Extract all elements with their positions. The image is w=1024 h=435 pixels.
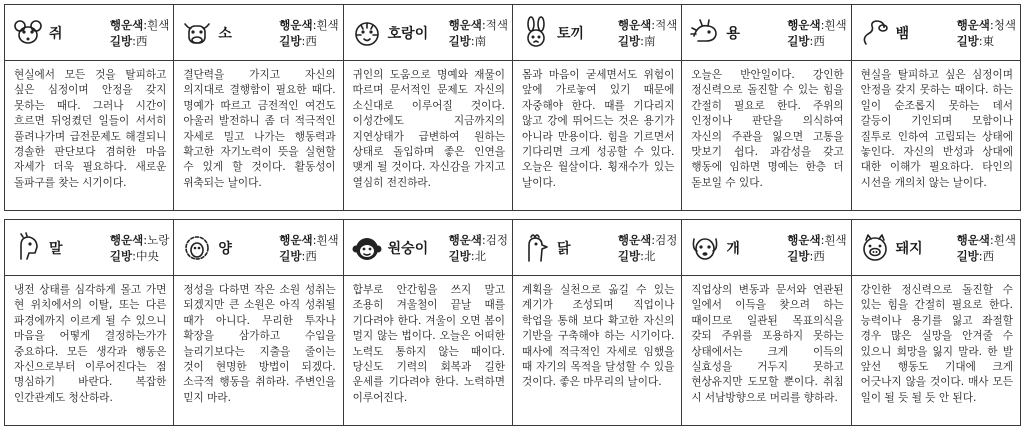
animal-name: 양 xyxy=(218,240,232,257)
colon: : xyxy=(640,33,644,48)
lucky-color-value: 흰색 xyxy=(316,17,339,32)
rooster-icon xyxy=(519,231,553,265)
lucky-direction-value: 南 xyxy=(644,33,656,48)
lucky-color-label: 행운색 xyxy=(109,17,144,32)
lucky-direction-label: 길방 xyxy=(617,33,641,48)
lucky-direction-value: 西 xyxy=(813,33,825,48)
fortune-text: 계획을 실천으로 옮길 수 있는 계기가 조성되며 직업이나 학업을 통해 보다 확고한 자신의 기반을 구축해야 하는 시기이다. 때사에 적극적인 자세로 임했을 때 자기의 목적을 달성할 수 있을 것이다. 좋은 마무리의 날이다. xyxy=(521,284,675,389)
lucky-color-label: 행운색 xyxy=(448,232,482,247)
colon: : xyxy=(312,232,317,247)
horoscope-card xyxy=(681,4,851,211)
horoscope-card xyxy=(851,4,1021,211)
animal-name: 쥐 xyxy=(49,25,63,42)
lucky-color-label: 행운색 xyxy=(617,232,652,247)
lucky-direction-label: 길방 xyxy=(787,248,810,263)
card-header xyxy=(174,5,342,61)
card-header xyxy=(513,5,681,61)
colon: : xyxy=(132,33,136,48)
monkey-icon xyxy=(350,231,384,265)
lucky-color-value: 흰색 xyxy=(316,232,339,247)
luck-info xyxy=(787,232,846,264)
colon: : xyxy=(809,33,814,48)
lucky-color-value: 검정 xyxy=(655,232,678,247)
lucky-color-value: 흰색 xyxy=(147,17,170,32)
card-header xyxy=(852,5,1020,61)
lucky-direction-label: 길방 xyxy=(109,248,133,263)
fortune-text: 합부로 안간힘을 쓰지 말고 조용히 겨울철이 끝날 때를 기다려야 한다. 겨울이 오면 봄이 멀지 않는 법이다. 오늘은 어떠한 노력도 통하지 않는 때이다. 당신도 기력의 회복과 길한 운세를 기다려야 한다. 노력하면 이루어진다. xyxy=(352,284,505,404)
lucky-direction-value: 西 xyxy=(305,33,317,48)
colon: : xyxy=(470,33,475,48)
colon: : xyxy=(640,248,644,263)
pig-icon xyxy=(858,231,892,265)
fortune-text: 냉전 상태를 심각하게 몰고 가면 현 위치에서의 이탈, 또는 다른 파경에까지 이르게 될 수 있으니 마음을 어떻게 결정하는가가 중요하다. 모든 생각과 행동은 자신으로부터 이루어진다는 점 명심하기 바란다. 복잡한 인간관계도 청산하라. xyxy=(14,284,167,404)
animal-name: 말 xyxy=(49,240,63,257)
lucky-direction-value: 北 xyxy=(474,248,487,263)
luck-info xyxy=(449,17,508,49)
tiger-icon xyxy=(350,16,384,50)
card-header xyxy=(5,220,173,276)
lucky-color-value: 흰색 xyxy=(993,232,1016,247)
animal-name: 토끼 xyxy=(556,25,585,42)
snake-icon xyxy=(858,16,892,50)
luck-info xyxy=(279,17,338,49)
lucky-direction-label: 길방 xyxy=(787,33,810,48)
colon: : xyxy=(651,17,656,32)
card-header xyxy=(174,220,342,276)
card-header xyxy=(682,220,850,276)
animal-name: 돼지 xyxy=(895,240,923,257)
card-header xyxy=(5,5,173,61)
colon: : xyxy=(989,17,994,32)
horoscope-card xyxy=(343,219,513,426)
horoscope-card xyxy=(512,4,682,211)
lucky-color-value: 노랑 xyxy=(147,232,170,247)
horoscope-card xyxy=(173,4,343,211)
colon: : xyxy=(132,248,136,263)
lucky-direction-label: 길방 xyxy=(448,248,471,263)
colon: : xyxy=(470,248,475,263)
lucky-color-label: 행운색 xyxy=(617,17,652,32)
fortune-text: 강인한 정신력으로 돌진할 수 있는 힘을 간절히 필요로 한다. 능력이나 용기를 잃고 좌절할 경우 많은 실망을 안겨줄 수 있으니 희망을 잃지 말라. 한 발 앞선 행동도 기대에 크게 어긋나지 않을 것이다. 매사 모든 일이 될 듯 될 듯 안 된다. xyxy=(860,284,1013,404)
lucky-direction-value: 西 xyxy=(136,33,148,48)
card-header xyxy=(852,220,1020,276)
fortune-text: 현실을 탈피하고 싶은 심정이며 안정을 갖지 못하는 때이다. 하는 일이 순조롭지 못하는 데서 갈등이 기인되며 모함이나 질투로 인하여 고립되는 상태에 놓인다. 자신의 반성과 상대에 대한 이해가 필요하다. 타인의 시선을 개의치 않는 날이다. xyxy=(860,69,1013,189)
colon: : xyxy=(481,232,486,247)
animal-name: 용 xyxy=(726,25,740,42)
lucky-direction-label: 길방 xyxy=(956,33,979,48)
fortune-text: 정성을 다하면 작은 소원 성취는 되겠지만 큰 소원은 아직 성취될 때가 아니다. 무리한 투자나 확장을 삼가하고 수입을 늘리기보다는 지출을 줄이는 것이 현명한 방법이 되겠다. 소극적 행동을 취하라. 주변인을 믿지 마라. xyxy=(183,284,336,404)
fortune-text: 귀인의 도움으로 명예와 재물이 따르며 문서적인 문제도 자신의 소신대로 이루어질 것이다. 이성간에도 지금까지의 지연상태가 급변하여 원하는 상태로 돌입하며 좋은 인연을 맺게 될 것이다. 자신감을 가지고 열심히 전진하라. xyxy=(352,69,505,189)
luck-info xyxy=(110,17,169,49)
lucky-direction-value: 中央 xyxy=(136,248,159,263)
colon: : xyxy=(809,248,814,263)
luck-info xyxy=(957,232,1016,264)
colon: : xyxy=(143,17,148,32)
horoscope-card xyxy=(343,4,513,211)
mouse-icon xyxy=(11,16,45,50)
luck-info xyxy=(110,232,169,264)
lucky-direction-label: 길방 xyxy=(279,33,302,48)
lucky-color-label: 행운색 xyxy=(956,232,990,247)
lucky-direction-label: 길방 xyxy=(448,33,471,48)
lucky-direction-value: 西 xyxy=(813,248,825,263)
lucky-direction-value: 東 xyxy=(982,33,995,48)
lucky-direction-label: 길방 xyxy=(956,248,979,263)
lucky-color-label: 행운색 xyxy=(787,232,821,247)
colon: : xyxy=(820,232,825,247)
luck-info xyxy=(618,232,677,264)
colon: : xyxy=(978,248,983,263)
lucky-direction-value: 北 xyxy=(644,248,656,263)
colon: : xyxy=(301,248,306,263)
fortune-text: 현실에서 모든 것을 탈피하고 싶은 심정이며 안정을 갖지 못하는 때다. 그러나 시간이 흐르면 뒤엉켰던 일들이 서서히 풀려나가며 급전문제도 해결되니 경솔한 판단보다 겸허한 마음 자세가 더욱 필요하다. 새로운 돌파구를 찾는 시기이다. xyxy=(14,69,167,189)
horoscope-card xyxy=(512,219,682,426)
sheep-icon xyxy=(180,231,214,265)
fortune-text: 몸과 마음이 굳세면서도 위험이 앞에 가로놓여 있기 때문에 자중해야 한다. 때를 기다리지 않고 강에 뛰어드는 것은 용기가 아니라 만용이다. 힘을 기르면서 기다리면 크게 성공할 수 있다. 오늘은 월살이다. 횡재수가 있는 날이다. xyxy=(521,69,675,189)
lucky-color-value: 적색 xyxy=(655,17,678,32)
colon: : xyxy=(481,17,486,32)
animal-name: 호랑이 xyxy=(387,25,429,42)
colon: : xyxy=(312,17,317,32)
colon: : xyxy=(989,232,994,247)
fortune-text: 직업상의 변동과 문서와 연관된 일에서 이득을 찾으려 하는 때이므로 일관된 목표의식을 갖되 주위를 포용하지 못하는 상태에서는 크게 이득의 실효성을 거두지 못하고 현상유지만 도모할 뿐이다. 취침 시 서남방향으로 머리를 향하라. xyxy=(691,284,844,404)
luck-info xyxy=(787,17,846,49)
horoscope-card xyxy=(4,4,174,211)
dog-icon xyxy=(688,231,722,265)
ox-icon xyxy=(180,16,214,50)
rabbit-icon xyxy=(519,16,553,50)
horoscope-card xyxy=(851,219,1021,426)
lucky-color-label: 행운색 xyxy=(787,17,821,32)
lucky-color-label: 행운색 xyxy=(448,17,482,32)
horoscope-card xyxy=(4,219,174,426)
luck-info xyxy=(279,232,338,264)
lucky-direction-value: 西 xyxy=(305,248,317,263)
lucky-direction-value: 西 xyxy=(982,248,995,263)
lucky-color-label: 행운색 xyxy=(279,17,313,32)
lucky-color-value: 검정 xyxy=(485,232,508,247)
colon: : xyxy=(820,17,825,32)
lucky-color-value: 흰색 xyxy=(824,232,847,247)
lucky-direction-label: 길방 xyxy=(109,33,133,48)
luck-info xyxy=(957,17,1016,49)
lucky-direction-label: 길방 xyxy=(279,248,302,263)
horse-icon xyxy=(11,231,45,265)
animal-name: 원숭이 xyxy=(387,240,429,257)
lucky-color-value: 적색 xyxy=(485,17,508,32)
horoscope-card xyxy=(173,219,343,426)
lucky-color-label: 행운색 xyxy=(109,232,144,247)
fortune-text: 오늘은 반안일이다. 강인한 정신력으로 돌진할 수 있는 힘을 간절히 필요로 한다. 주위의 인정이나 판단을 의식하여 자신의 주관을 잃으면 고통을 맛보기 쉽다. 과감성을 갖고 행동에 임하면 명예는 한층 더 돋보일 수 있다. xyxy=(691,69,844,189)
colon: : xyxy=(301,33,306,48)
lucky-direction-label: 길방 xyxy=(617,248,641,263)
dragon-icon xyxy=(688,16,722,50)
horoscope-card xyxy=(681,219,851,426)
animal-name: 개 xyxy=(726,240,740,257)
card-header xyxy=(344,5,512,61)
card-header xyxy=(513,220,681,276)
lucky-color-value: 흰색 xyxy=(824,17,847,32)
colon: : xyxy=(978,33,983,48)
animal-name: 닭 xyxy=(556,240,571,257)
colon: : xyxy=(651,232,656,247)
horoscope-grid xyxy=(4,4,1020,426)
card-header xyxy=(682,5,850,61)
colon: : xyxy=(143,232,148,247)
animal-name: 뱀 xyxy=(895,25,910,42)
luck-info xyxy=(449,232,508,264)
animal-name: 소 xyxy=(218,25,232,42)
lucky-direction-value: 南 xyxy=(474,33,487,48)
lucky-color-value: 청색 xyxy=(993,17,1016,32)
lucky-color-label: 행운색 xyxy=(956,17,990,32)
lucky-color-label: 행운색 xyxy=(279,232,313,247)
fortune-text: 결단력을 가지고 자신의 의지대로 결행함이 필요한 때다. 명예가 따르고 금전적인 여건도 아울러 발전하니 좀 더 적극적인 자세로 밀고 나가는 행동력과 확고한 자기노력이 뜻을 실현할 수 있게 할 것이다. 활동성이 위축되는 날이다. xyxy=(183,69,336,189)
card-header xyxy=(344,220,512,276)
luck-info xyxy=(618,17,677,49)
